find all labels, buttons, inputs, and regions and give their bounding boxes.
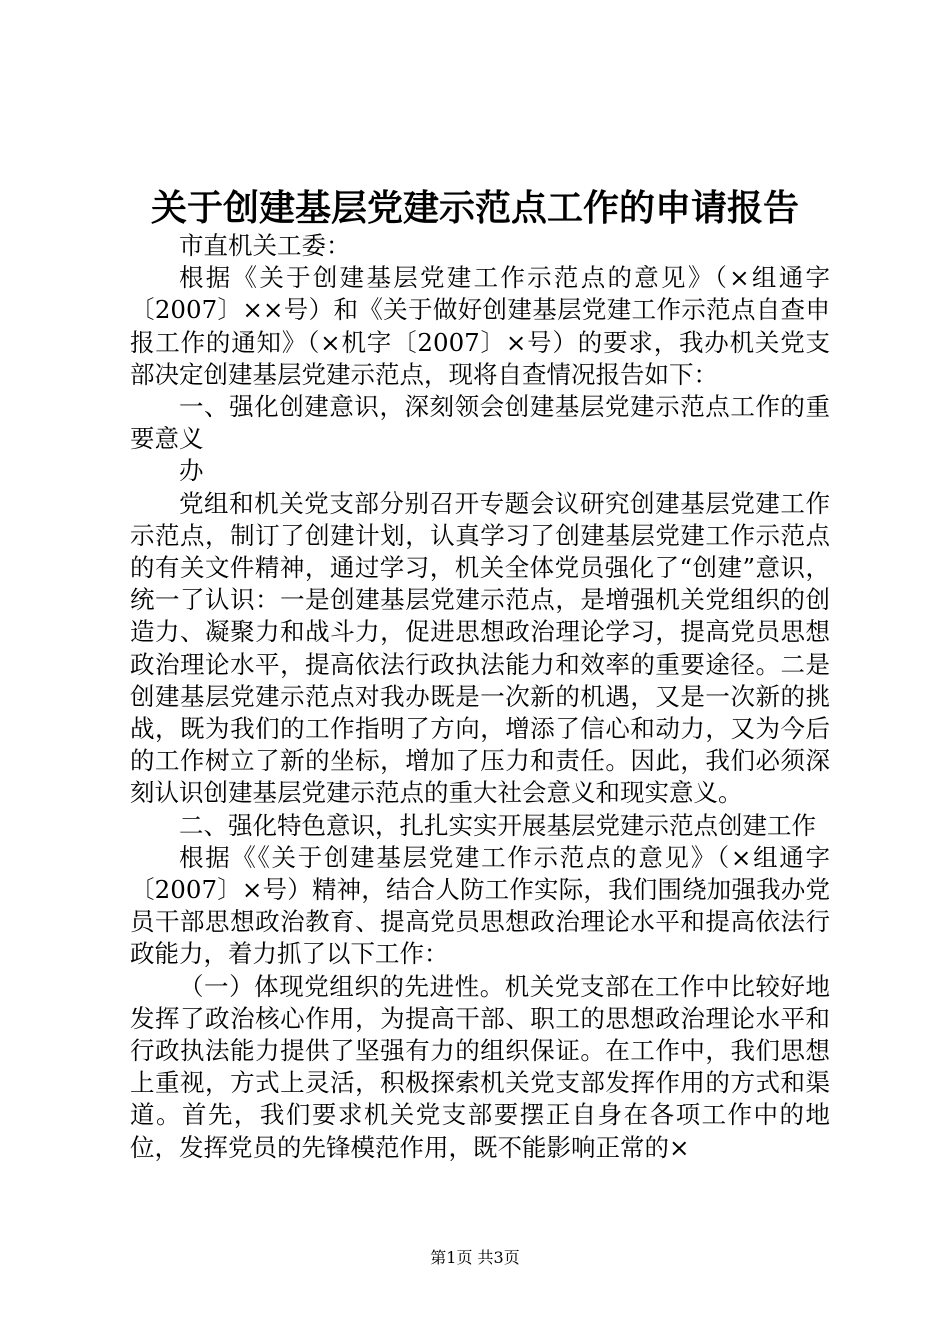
- page-number-footer: 第1页 共3页: [430, 1248, 520, 1267]
- document-title: 关于创建基层党建示范点工作的申请报告: [150, 187, 799, 229]
- paragraph-subsection-1: （一）体现党组织的先进性。机关党支部在工作中比较好地发挥了政治核心作用，为提高干部、职工的思想政治理论水平和行政执法能力提供了坚强有力的组织保证。在工作中，我们思想上重视，方式上灵活，积极探索机关党支部发挥作用的方式和渠道。首先，我们要求机关党支部要摆正自身在各项工作中的地位，发挥党员的先锋模范作用，既不能影响正常的×: [130, 971, 830, 1162]
- paragraph-intro: 根据《关于创建基层党建工作示范点的意见》（×组通字〔2007〕××号）和《关于做好创建基层党建工作示范点自查申报工作的通知》（×机字〔2007〕×号）的要求，我办机关党支部决定创建基层党建示范点，现将自查情况报告如下：: [130, 263, 830, 389]
- salutation: 市直机关工委：: [179, 231, 351, 260]
- paragraph-fragment: 办: [179, 456, 204, 486]
- document-body: [130, 230, 830, 1164]
- section-heading-1: 一、强化创建意识，深刻领会创建基层党建示范点工作的重要意义: [130, 392, 830, 454]
- paragraph-section-1: 党组和机关党支部分别召开专题会议研究创建基层党建工作示范点，制订了创建计划，认真学习了创建基层党建工作示范点的有关文件精神，通过学习，机关全体党员强化了“创建”意识，统一了认识：一是创建基层党建示范点，是增强机关党组织的创造力、凝聚力和战斗力，促进思想政治理论学习，提高党员思想政治理论水平，提高依法行政执法能力和效率的重要途径。二是创建基层党建示范点对我办既是一次新的机遇，又是一次新的挑战，既为我们的工作指明了方向，增添了信心和动力，又为今后的工作树立了新的坐标，增加了压力和责任。因此，我们必须深刻认识创建基层党建示范点的重大社会意义和现实意义。: [130, 488, 830, 808]
- section-heading-2: 二、强化特色意识，扎扎实实开展基层党建示范点创建工作: [179, 810, 816, 840]
- paragraph-section-2: 根据《《关于创建基层党建工作示范点的意见》（×组通字〔2007〕×号）精神，结合人防工作实际，我们围绕加强我办党员干部思想政治教育、提高党员思想政治理论水平和提高依法行政能力，着力抓了以下工作：: [130, 842, 830, 969]
